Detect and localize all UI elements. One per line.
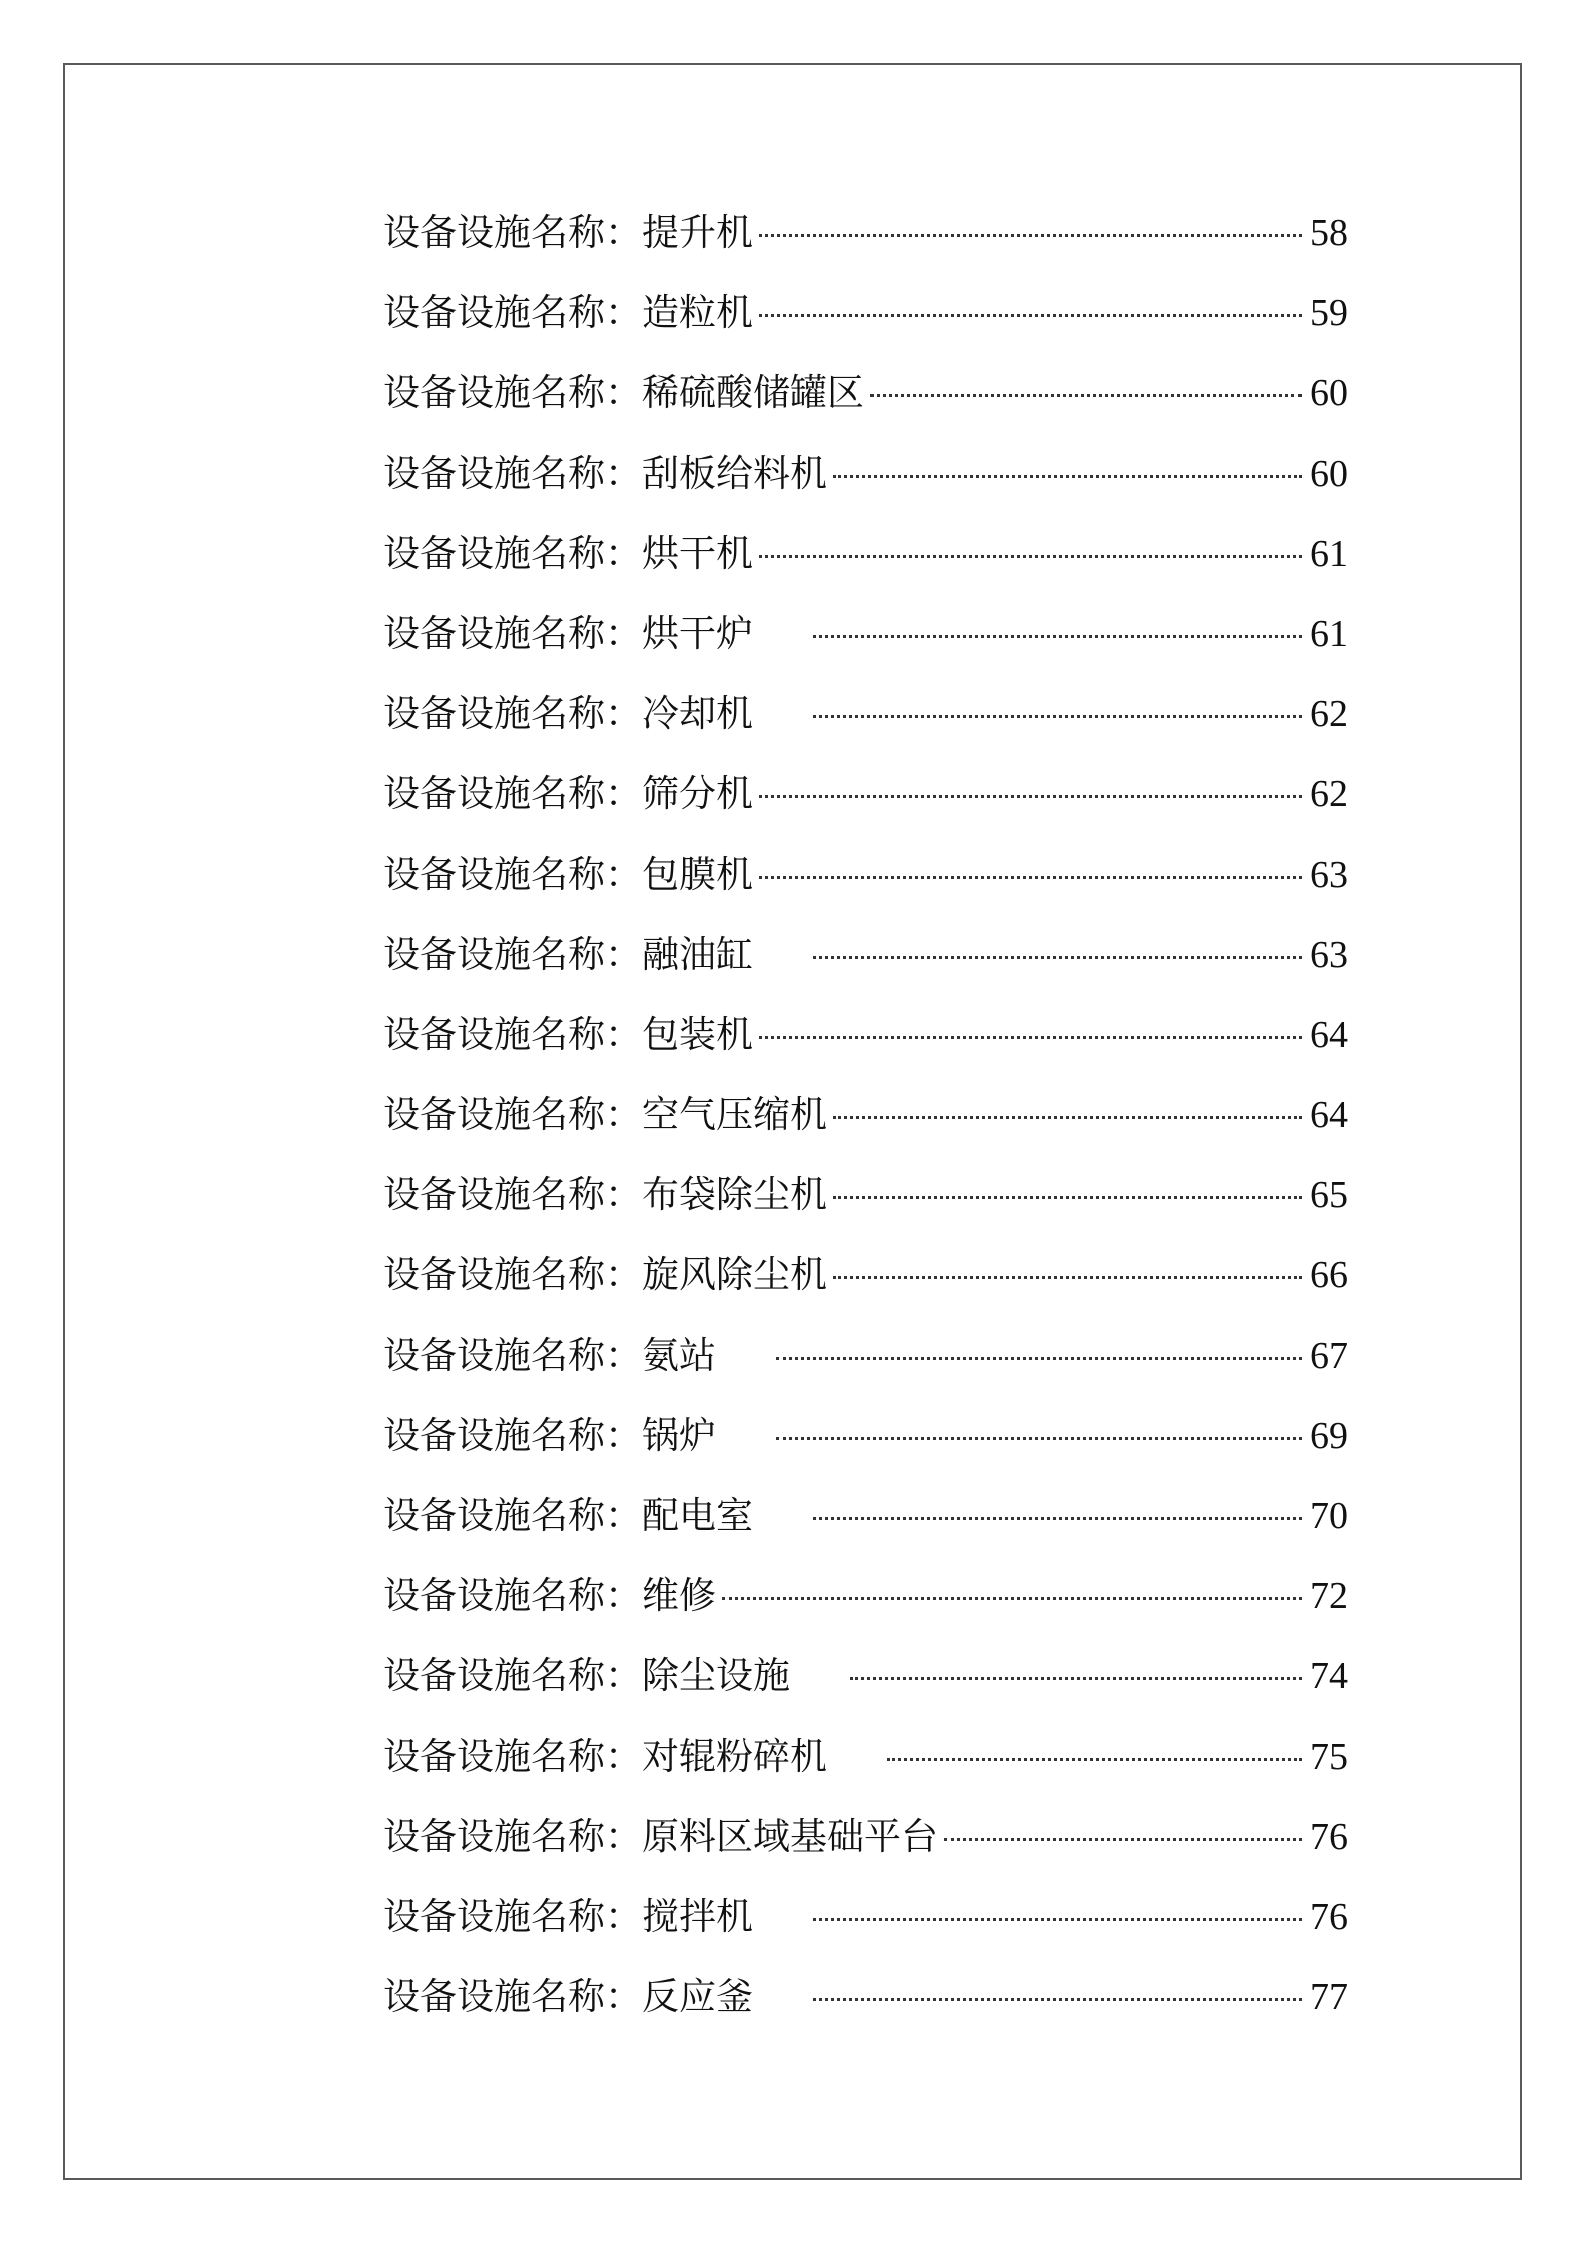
table-of-contents [383, 200, 1348, 2044]
dot-leader [722, 1597, 1302, 1600]
entry-label: 设备设施名称： [383, 531, 642, 575]
entry-label: 设备设施名称： [383, 451, 642, 495]
entry-label: 设备设施名称： [383, 1975, 642, 2019]
toc-entry[interactable] [383, 761, 1348, 841]
entry-name: 搅拌机 [642, 1894, 753, 1938]
dot-leader [759, 234, 1302, 237]
dot-leader [833, 475, 1302, 478]
entry-name: 烘干炉 [642, 611, 753, 655]
entry-label: 设备设施名称： [383, 291, 642, 335]
page-number: 63 [1310, 933, 1348, 976]
dot-leader [813, 1918, 1302, 1921]
entry-name: 原料区域基础平台 [642, 1814, 938, 1858]
entry-label: 设备设施名称： [383, 1894, 642, 1938]
entry-label: 设备设施名称： [383, 1574, 642, 1618]
entry-label: 设备设施名称： [383, 1012, 642, 1056]
toc-entry[interactable] [383, 842, 1348, 922]
toc-entry[interactable] [383, 441, 1348, 521]
entry-label: 设备设施名称： [383, 772, 642, 816]
entry-name: 反应釜 [642, 1975, 753, 2019]
page-number: 67 [1310, 1334, 1348, 1377]
toc-entry[interactable] [383, 601, 1348, 681]
entry-label: 设备设施名称： [383, 611, 642, 655]
toc-entry[interactable] [383, 1563, 1348, 1643]
dot-leader [833, 1116, 1302, 1119]
page-number: 75 [1310, 1735, 1348, 1778]
toc-entry[interactable] [383, 1323, 1348, 1403]
dot-leader [759, 1036, 1302, 1039]
toc-entry[interactable] [383, 922, 1348, 1002]
toc-entry[interactable] [383, 1002, 1348, 1082]
page-number: 74 [1310, 1655, 1348, 1698]
dot-leader [813, 1998, 1302, 2001]
dot-leader [813, 956, 1302, 959]
entry-label: 设备设施名称： [383, 1253, 642, 1297]
dot-leader [850, 1677, 1302, 1680]
dot-leader [813, 1517, 1302, 1520]
dot-leader [776, 1437, 1302, 1440]
toc-entry[interactable] [383, 1483, 1348, 1563]
toc-entry[interactable] [383, 1804, 1348, 1884]
page-number: 64 [1310, 1094, 1348, 1137]
dot-leader [759, 795, 1302, 798]
entry-label: 设备设施名称： [383, 1734, 642, 1778]
page-number: 61 [1310, 532, 1348, 575]
page-number: 58 [1310, 212, 1348, 254]
dot-leader [759, 555, 1302, 558]
toc-entry[interactable] [383, 1242, 1348, 1322]
entry-name: 筛分机 [642, 772, 753, 816]
entry-name: 对辊粉碎机 [642, 1734, 827, 1778]
entry-label: 设备设施名称： [383, 1413, 642, 1457]
entry-label: 设备设施名称： [383, 1814, 642, 1858]
toc-entry[interactable] [383, 1964, 1348, 2044]
dot-leader [833, 1276, 1302, 1279]
page-number: 77 [1310, 1976, 1348, 2019]
toc-entry[interactable] [383, 360, 1348, 440]
entry-name: 锅炉 [642, 1413, 716, 1457]
dot-leader [776, 1357, 1302, 1360]
toc-entry[interactable] [383, 280, 1348, 360]
entry-name: 造粒机 [642, 291, 753, 335]
toc-entry[interactable] [383, 1643, 1348, 1723]
dot-leader [813, 715, 1302, 718]
entry-name: 氨站 [642, 1333, 716, 1377]
toc-entry[interactable] [383, 1403, 1348, 1483]
entry-name: 旋风除尘机 [642, 1253, 827, 1297]
dot-leader [944, 1838, 1302, 1841]
page-number: 63 [1310, 853, 1348, 896]
entry-name: 稀硫酸储罐区 [642, 371, 864, 415]
entry-name: 烘干机 [642, 531, 753, 575]
dot-leader [759, 314, 1302, 317]
entry-label: 设备设施名称： [383, 371, 642, 415]
entry-name: 包膜机 [642, 852, 753, 896]
entry-name: 包装机 [642, 1012, 753, 1056]
page-number: 61 [1310, 612, 1348, 655]
toc-entry[interactable] [383, 1724, 1348, 1804]
page-number: 69 [1310, 1414, 1348, 1457]
page-number: 66 [1310, 1254, 1348, 1297]
entry-name: 除尘设施 [642, 1654, 790, 1698]
dot-leader [759, 876, 1302, 879]
entry-label: 设备设施名称： [383, 1173, 642, 1217]
entry-label: 设备设施名称： [383, 1093, 642, 1137]
page-number: 60 [1310, 372, 1348, 415]
toc-entry[interactable] [383, 1162, 1348, 1242]
page-number: 65 [1310, 1174, 1348, 1217]
entry-label: 设备设施名称： [383, 852, 642, 896]
dot-leader [813, 635, 1302, 638]
toc-entry[interactable] [383, 681, 1348, 761]
dot-leader [833, 1196, 1302, 1199]
entry-label: 设备设施名称： [383, 932, 642, 976]
entry-label: 设备设施名称： [383, 1494, 642, 1537]
page-number: 59 [1310, 292, 1348, 335]
page-number: 62 [1310, 693, 1348, 736]
page-number: 76 [1310, 1815, 1348, 1858]
page-number: 60 [1310, 452, 1348, 495]
toc-entry[interactable] [383, 521, 1348, 601]
entry-name: 配电室 [642, 1494, 753, 1537]
page-number: 76 [1310, 1895, 1348, 1938]
entry-label: 设备设施名称： [383, 1333, 642, 1377]
entry-label: 设备设施名称： [383, 211, 642, 254]
toc-entry[interactable] [383, 1884, 1348, 1964]
dot-leader [887, 1758, 1302, 1761]
entry-name: 布袋除尘机 [642, 1173, 827, 1217]
dot-leader [870, 394, 1302, 397]
entry-name: 维修 [642, 1574, 716, 1618]
page-number: 70 [1310, 1495, 1348, 1537]
entry-name: 融油缸 [642, 932, 753, 976]
entry-name: 刮板给料机 [642, 451, 827, 495]
toc-entry[interactable] [383, 200, 1348, 280]
entry-label: 设备设施名称： [383, 1654, 642, 1698]
entry-name: 提升机 [642, 211, 753, 254]
toc-entry[interactable] [383, 1082, 1348, 1162]
page-number: 64 [1310, 1013, 1348, 1056]
entry-name: 空气压缩机 [642, 1093, 827, 1137]
entry-label: 设备设施名称： [383, 692, 642, 736]
page-number: 72 [1310, 1575, 1348, 1618]
page-number: 62 [1310, 773, 1348, 816]
entry-name: 冷却机 [642, 692, 753, 736]
